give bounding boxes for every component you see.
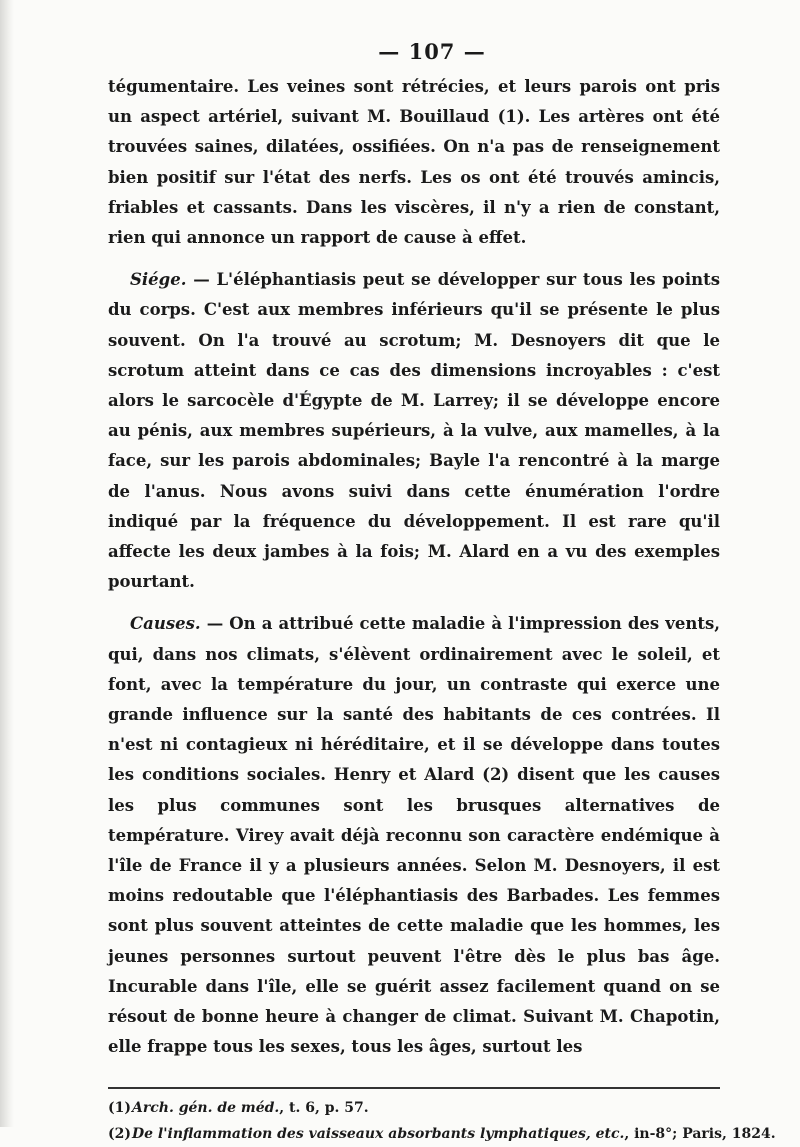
page-edge-shadow: [0, 0, 14, 1127]
paragraph-text: — On a attribué cette maladie à l'impression des vents, qui, dans nos climats, s'élèvent ordinairement avec le soleil, et font, avec la température du jour, un contraste qui exerce une grande influence sur la santé des habitants de ces contrées. Il n'est ni contagieux ni héréditaire, et il se développe dans toutes les conditions sociales. Henry et Alard (2) disent que les causes les plus communes sont les brusques alternatives de température. Virey avait déjà reconnu son caractère endémique à l'île de France il y a plusieurs années. Selon M. Desnoyers, il est moins redoutable que l'éléphantiasis des Barbades. Les femmes sont plus souvent atteintes de cette maladie que les hommes, les jeunes personnes surtout peuvent l'être dès le plus bas âge. Incurable dans l'île, elle se guérit assez facilement quand on se résout de bonne heure à changer de climat. Suivant M. Chapotin, elle frappe tous les sexes, tous les âges, surtout les: [108, 614, 720, 1057]
footnote-number: (1): [108, 1099, 131, 1116]
footnote-title: De l'inflammation des vaisseaux absorbants lymphatiques, etc.: [132, 1125, 625, 1142]
section-lead-causes: Causes.: [130, 614, 201, 634]
footnote-2: [108, 1121, 776, 1147]
paragraph-text: tégumentaire. Les veines sont rétrécies, et leurs parois ont pris un aspect artériel, suivant M. Bouillaud (1). Les artères ont été trouvées saines, dilatées, ossifiées. On n'a pas de renseignement bien positif sur l'état des nerfs. Les os ont été trouvés amincis, friables et cassants. Dans les viscères, il n'y a rien de constant, rien qui annonce un rapport de cause à effet.: [108, 77, 720, 248]
footnote-number: (2): [108, 1125, 131, 1142]
book-page: [108, 38, 776, 1147]
paragraph-siege: [108, 265, 720, 597]
paragraph-continuation: [108, 72, 720, 253]
paragraph-causes: [108, 609, 720, 1062]
footnote-divider: [108, 1087, 720, 1089]
section-lead-siege: Siége.: [130, 270, 187, 290]
page-number: — 107 —: [378, 39, 486, 64]
footnote-detail: , t. 6, p. 57.: [279, 1099, 369, 1116]
footnote-1: [108, 1095, 720, 1121]
footnote-title: Arch. gén. de méd.: [132, 1099, 280, 1116]
footnotes: [108, 1095, 776, 1147]
footnote-detail: , in-8°; Paris, 1824.: [624, 1125, 776, 1142]
paragraph-text: — L'éléphantiasis peut se développer sur tous les points du corps. C'est aux membres inférieurs qu'il se présente le plus souvent. On l'a trouvé au scrotum; M. Desnoyers dit que le scrotum atteint dans ce cas des dimensions incroyables : c'est alors le sarcocèle d'Égypte de M. Larrey; il se développe encore au pénis, aux membres supérieurs, à la vulve, aux mamelles, à la face, sur les parois abdominales; Bayle l'a rencontré à la marge de l'anus. Nous avons suivi dans cette énumération l'ordre indiqué par la fréquence du développement. Il est rare qu'il affecte les deux jambes à la fois; M. Alard en a vu des exemples pourtant.: [108, 270, 720, 592]
